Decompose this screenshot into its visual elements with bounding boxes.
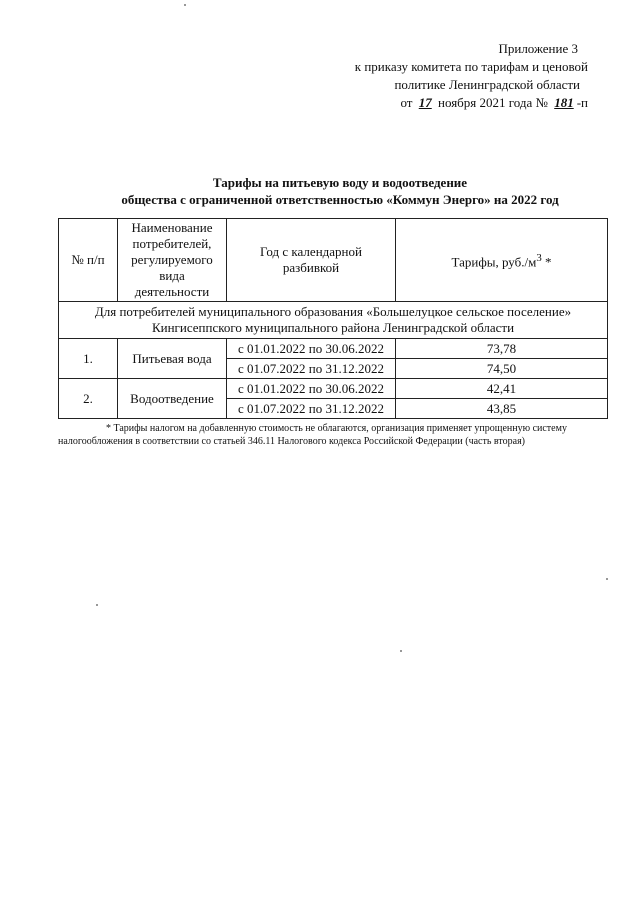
handwritten-day: 17 [418,95,432,110]
title-line-1: Тарифы на питьевую воду и водоотведение [212,175,468,190]
scan-speck [400,650,402,652]
header-tariff [396,219,608,302]
row-num: 2. [59,379,118,419]
title-line-2: общества с ограниченной ответственностью «Коммун Энерго» на 2022 год [121,192,559,207]
document-title [40,174,640,208]
section-row [59,302,608,339]
scan-speck [184,4,186,6]
date-suffix: -п [576,95,588,110]
header-tariff-sup: 3 [536,251,542,264]
header-name: Наименование потребителей, регулируемого вида деятельности [118,219,227,302]
annex-header [268,40,588,112]
footnote [58,422,618,448]
section-label: Для потребителей муниципального образования «Большелуцкое сельское поселение» Кингисеппского муниципального района Ленинградской области [59,302,608,339]
scan-speck [606,578,608,580]
table-row [59,379,608,399]
row-num: 1. [59,339,118,379]
footnote-line-1: * Тарифы налогом на добавленную стоимость не облагаются, организация применяет упрощенную систему [106,423,567,434]
tariffs-table [58,218,608,419]
row-value: 73,78 [396,339,608,359]
header-num: № п/п [59,219,118,302]
header-tariff-text: Тарифы, руб./м [451,254,537,270]
row-value: 74,50 [396,359,608,379]
row-name: Водоотведение [118,379,227,419]
row-value: 43,85 [396,399,608,419]
annex-order-line: к приказу комитета по тарифам и ценовой [354,59,588,74]
row-period: с 01.07.2022 по 31.12.2022 [227,359,396,379]
handwritten-number: 181 [554,95,574,110]
row-value: 42,41 [396,379,608,399]
row-period: с 01.01.2022 по 30.06.2022 [227,379,396,399]
annex-committee-line: политике Ленинградской области [394,77,580,92]
table-row [59,339,608,359]
row-period: с 01.01.2022 по 30.06.2022 [227,339,396,359]
date-middle: ноября 2021 года № [437,95,548,110]
row-period: с 01.07.2022 по 31.12.2022 [227,399,396,419]
annex-title: Приложение 3 [498,41,578,56]
header-period: Год с календарной разбивкой [227,219,396,302]
footnote-line-2: налогообложения в соответствии со статьей 346.11 Налогового кодекса Российской Федерации (часть вторая) [58,436,525,447]
scan-speck [96,604,98,606]
date-prefix: от [400,95,413,110]
table-header-row [59,219,608,302]
annex-date-line [268,94,588,112]
row-name: Питьевая вода [118,339,227,379]
header-tariff-star: * [541,254,552,270]
